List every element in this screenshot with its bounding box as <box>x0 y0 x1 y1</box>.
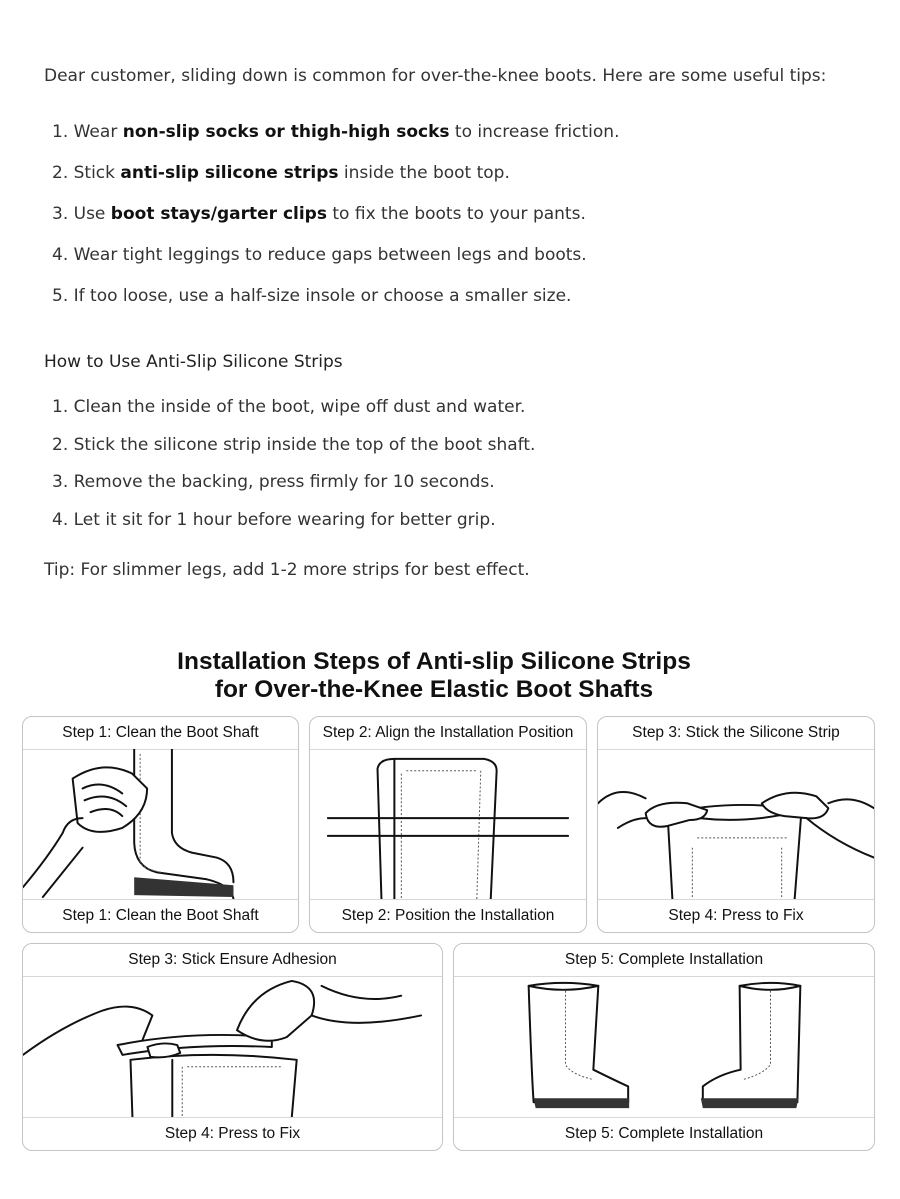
intro-text: Dear customer, sliding down is common for over-the-knee boots. Here are some useful tips: <box>44 66 827 86</box>
press-strip-illustration <box>23 976 442 1118</box>
howto-step: 3. Remove the backing, press firmly for 10 seconds. <box>52 472 495 492</box>
panel-5-bottom-caption: Step 5: Complete Installation <box>454 1117 874 1150</box>
wipe-boot-illustration <box>23 749 298 900</box>
tip-item: 5. If too loose, use a half-size insole or choose a smaller size. <box>52 286 572 306</box>
panel-3-top-caption: Step 3: Stick the Silicone Strip <box>598 717 874 750</box>
panel-4-bottom-caption: Step 4: Press to Fix <box>23 1117 442 1150</box>
howto-step: 2. Stick the silicone strip inside the top of the boot shaft. <box>52 434 536 455</box>
panel-3-bottom-caption: Step 4: Press to Fix <box>598 899 874 932</box>
installation-title <box>0 648 868 704</box>
stick-strip-illustration <box>598 749 874 900</box>
panel-2-bottom-caption: Step 2: Position the Installation <box>310 899 586 932</box>
step-panel-5 <box>453 943 875 1151</box>
panel-4-top-caption: Step 3: Stick Ensure Adhesion <box>23 944 442 977</box>
panel-1-bottom-caption: Step 1: Clean the Boot Shaft <box>23 899 298 932</box>
installation-title-line2: for Over-the-Knee Elastic Boot Shafts <box>214 676 654 703</box>
step-panel-1 <box>22 716 299 933</box>
step-panel-2 <box>309 716 587 933</box>
finished-boots-illustration <box>454 976 874 1118</box>
tip-text: Tip: For slimmer legs, add 1-2 more strips for best effect. <box>44 560 530 580</box>
panel-5-top-caption: Step 5: Complete Installation <box>454 944 874 977</box>
howto-heading: How to Use Anti-Slip Silicone Strips <box>44 352 343 372</box>
step-panel-3 <box>597 716 875 933</box>
howto-steps-list <box>52 395 535 545</box>
installation-title-line1: Installation Steps of Anti-slip Silicone Strips <box>177 648 691 675</box>
align-shaft-illustration <box>310 749 586 900</box>
tip-item: 3. Use boot stays/garter clips to fix the boots to your pants. <box>52 204 586 224</box>
tip-item: 4. Wear tight leggings to reduce gaps between legs and boots. <box>52 245 587 265</box>
tips-list <box>52 120 619 325</box>
panel-2-top-caption: Step 2: Align the Installation Position <box>310 717 586 750</box>
tip-item: 2. Stick anti-slip silicone strips inside the boot top. <box>52 163 510 183</box>
howto-step: 1. Clean the inside of the boot, wipe off dust and water. <box>52 397 526 417</box>
step-panel-4 <box>22 943 443 1151</box>
panel-1-top-caption: Step 1: Clean the Boot Shaft <box>23 717 298 750</box>
tip-item: 1. Wear non-slip socks or thigh-high socks to increase friction. <box>52 122 620 142</box>
howto-step: 4. Let it sit for 1 hour before wearing for better grip. <box>52 509 496 530</box>
